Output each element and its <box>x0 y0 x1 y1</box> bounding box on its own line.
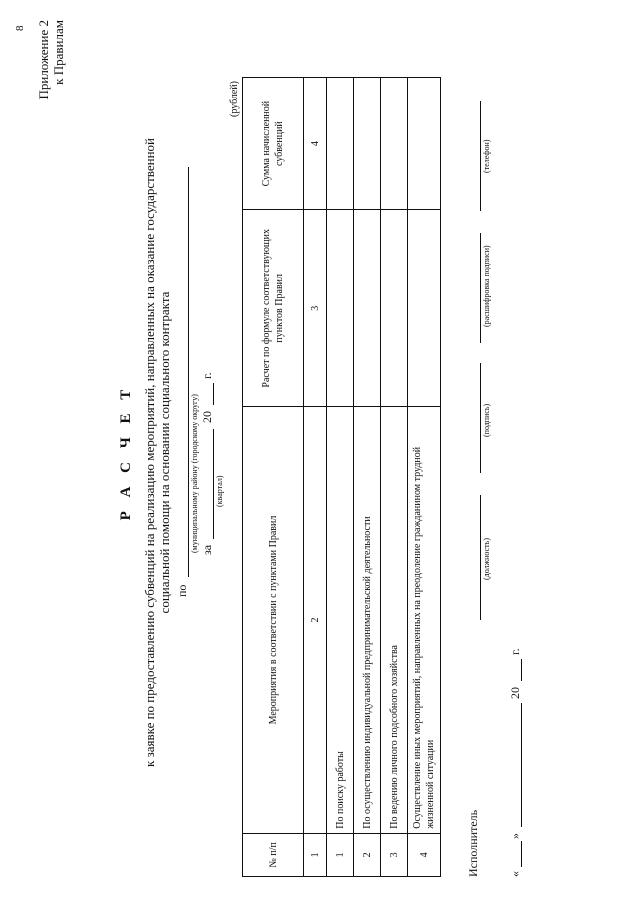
column-number: 3 <box>304 210 327 407</box>
header-number: № п/п <box>243 833 304 876</box>
column-number-row <box>304 78 327 877</box>
subtitle-line-1: к заявке по предоставлению субвенций на реализацию мероприятий, направленных на оказание государственной <box>142 138 157 767</box>
table-row <box>408 78 441 877</box>
column-number: 2 <box>304 407 327 833</box>
row-formula-cell[interactable] <box>327 210 354 407</box>
appendix-line-1: Приложение 2 <box>36 20 51 100</box>
row-measure: По ведению личного подсобного хозяйства <box>381 407 408 833</box>
table-row <box>354 78 381 877</box>
row-amount-cell[interactable] <box>381 78 408 210</box>
table-row <box>327 78 354 877</box>
year-prefix: 20 <box>200 411 214 423</box>
row-amount-cell[interactable] <box>408 78 441 210</box>
unit-label: (рублей) <box>229 80 240 117</box>
quarter-line <box>201 429 214 539</box>
executor-label: Исполнитель <box>466 809 480 877</box>
row-amount-cell[interactable] <box>327 78 354 210</box>
calculation-table <box>242 77 441 877</box>
date-open-quote: « <box>508 871 522 877</box>
municipality-caption: (муниципальному району (городскому округу) <box>190 394 199 553</box>
row-measure: По поиску работы <box>327 407 354 833</box>
row-formula-cell[interactable] <box>354 210 381 407</box>
document-title: Р А С Ч Е Т <box>118 384 134 521</box>
appendix-reference <box>36 20 66 100</box>
row-number: 3 <box>381 833 408 876</box>
row-number: 4 <box>408 833 441 876</box>
decoding-caption: (расшифровка подписи) <box>482 245 491 327</box>
date-month-line[interactable] <box>509 703 522 827</box>
header-measures: Мероприятия в соответствии с пунктами Правил <box>243 407 304 833</box>
table-header-row <box>243 78 304 877</box>
position-line[interactable] <box>468 495 481 620</box>
header-amount: Сумма начисленной субвенций <box>243 78 304 210</box>
signature-line[interactable] <box>468 363 481 473</box>
column-number: 4 <box>304 78 327 210</box>
po-label: по <box>175 584 189 597</box>
appendix-line-2: к Правилам <box>51 20 66 85</box>
document-subtitle <box>142 0 172 905</box>
year-line <box>201 383 214 405</box>
subtitle-line-2: социальной помощи на основании социального контракта <box>157 291 172 614</box>
row-number: 2 <box>354 833 381 876</box>
row-number: 1 <box>327 833 354 876</box>
page-number: 8 <box>14 25 26 31</box>
municipality-line <box>176 167 189 577</box>
row-amount-cell[interactable] <box>354 78 381 210</box>
row-formula-cell[interactable] <box>381 210 408 407</box>
row-formula-cell[interactable] <box>408 210 441 407</box>
decoding-line[interactable] <box>468 233 481 343</box>
date-year-line[interactable] <box>509 659 522 681</box>
date-close-quote: » <box>508 833 522 839</box>
position-caption: (должность) <box>482 538 491 580</box>
date-year-prefix: 20 <box>508 687 522 699</box>
column-number: 1 <box>304 833 327 876</box>
row-measure: Осуществление иных мероприятий, направленных на преодоление гражданином трудной жизненной ситуации <box>408 407 441 833</box>
signature-caption: (подпись) <box>482 403 491 437</box>
year-suffix: г. <box>200 372 214 379</box>
phone-caption: (телефон) <box>482 139 491 173</box>
date-year-suffix: г. <box>508 648 522 655</box>
table-row <box>381 78 408 877</box>
za-label: за <box>200 544 214 555</box>
header-formula: Расчет по формуле соответствующих пунктов Правил <box>243 210 304 407</box>
phone-line[interactable] <box>468 101 481 211</box>
date-day-line[interactable] <box>509 841 522 867</box>
row-measure: По осуществлению индивидуальной предпринимательской деятельности <box>354 407 381 833</box>
quarter-caption: (квартал) <box>215 475 224 507</box>
